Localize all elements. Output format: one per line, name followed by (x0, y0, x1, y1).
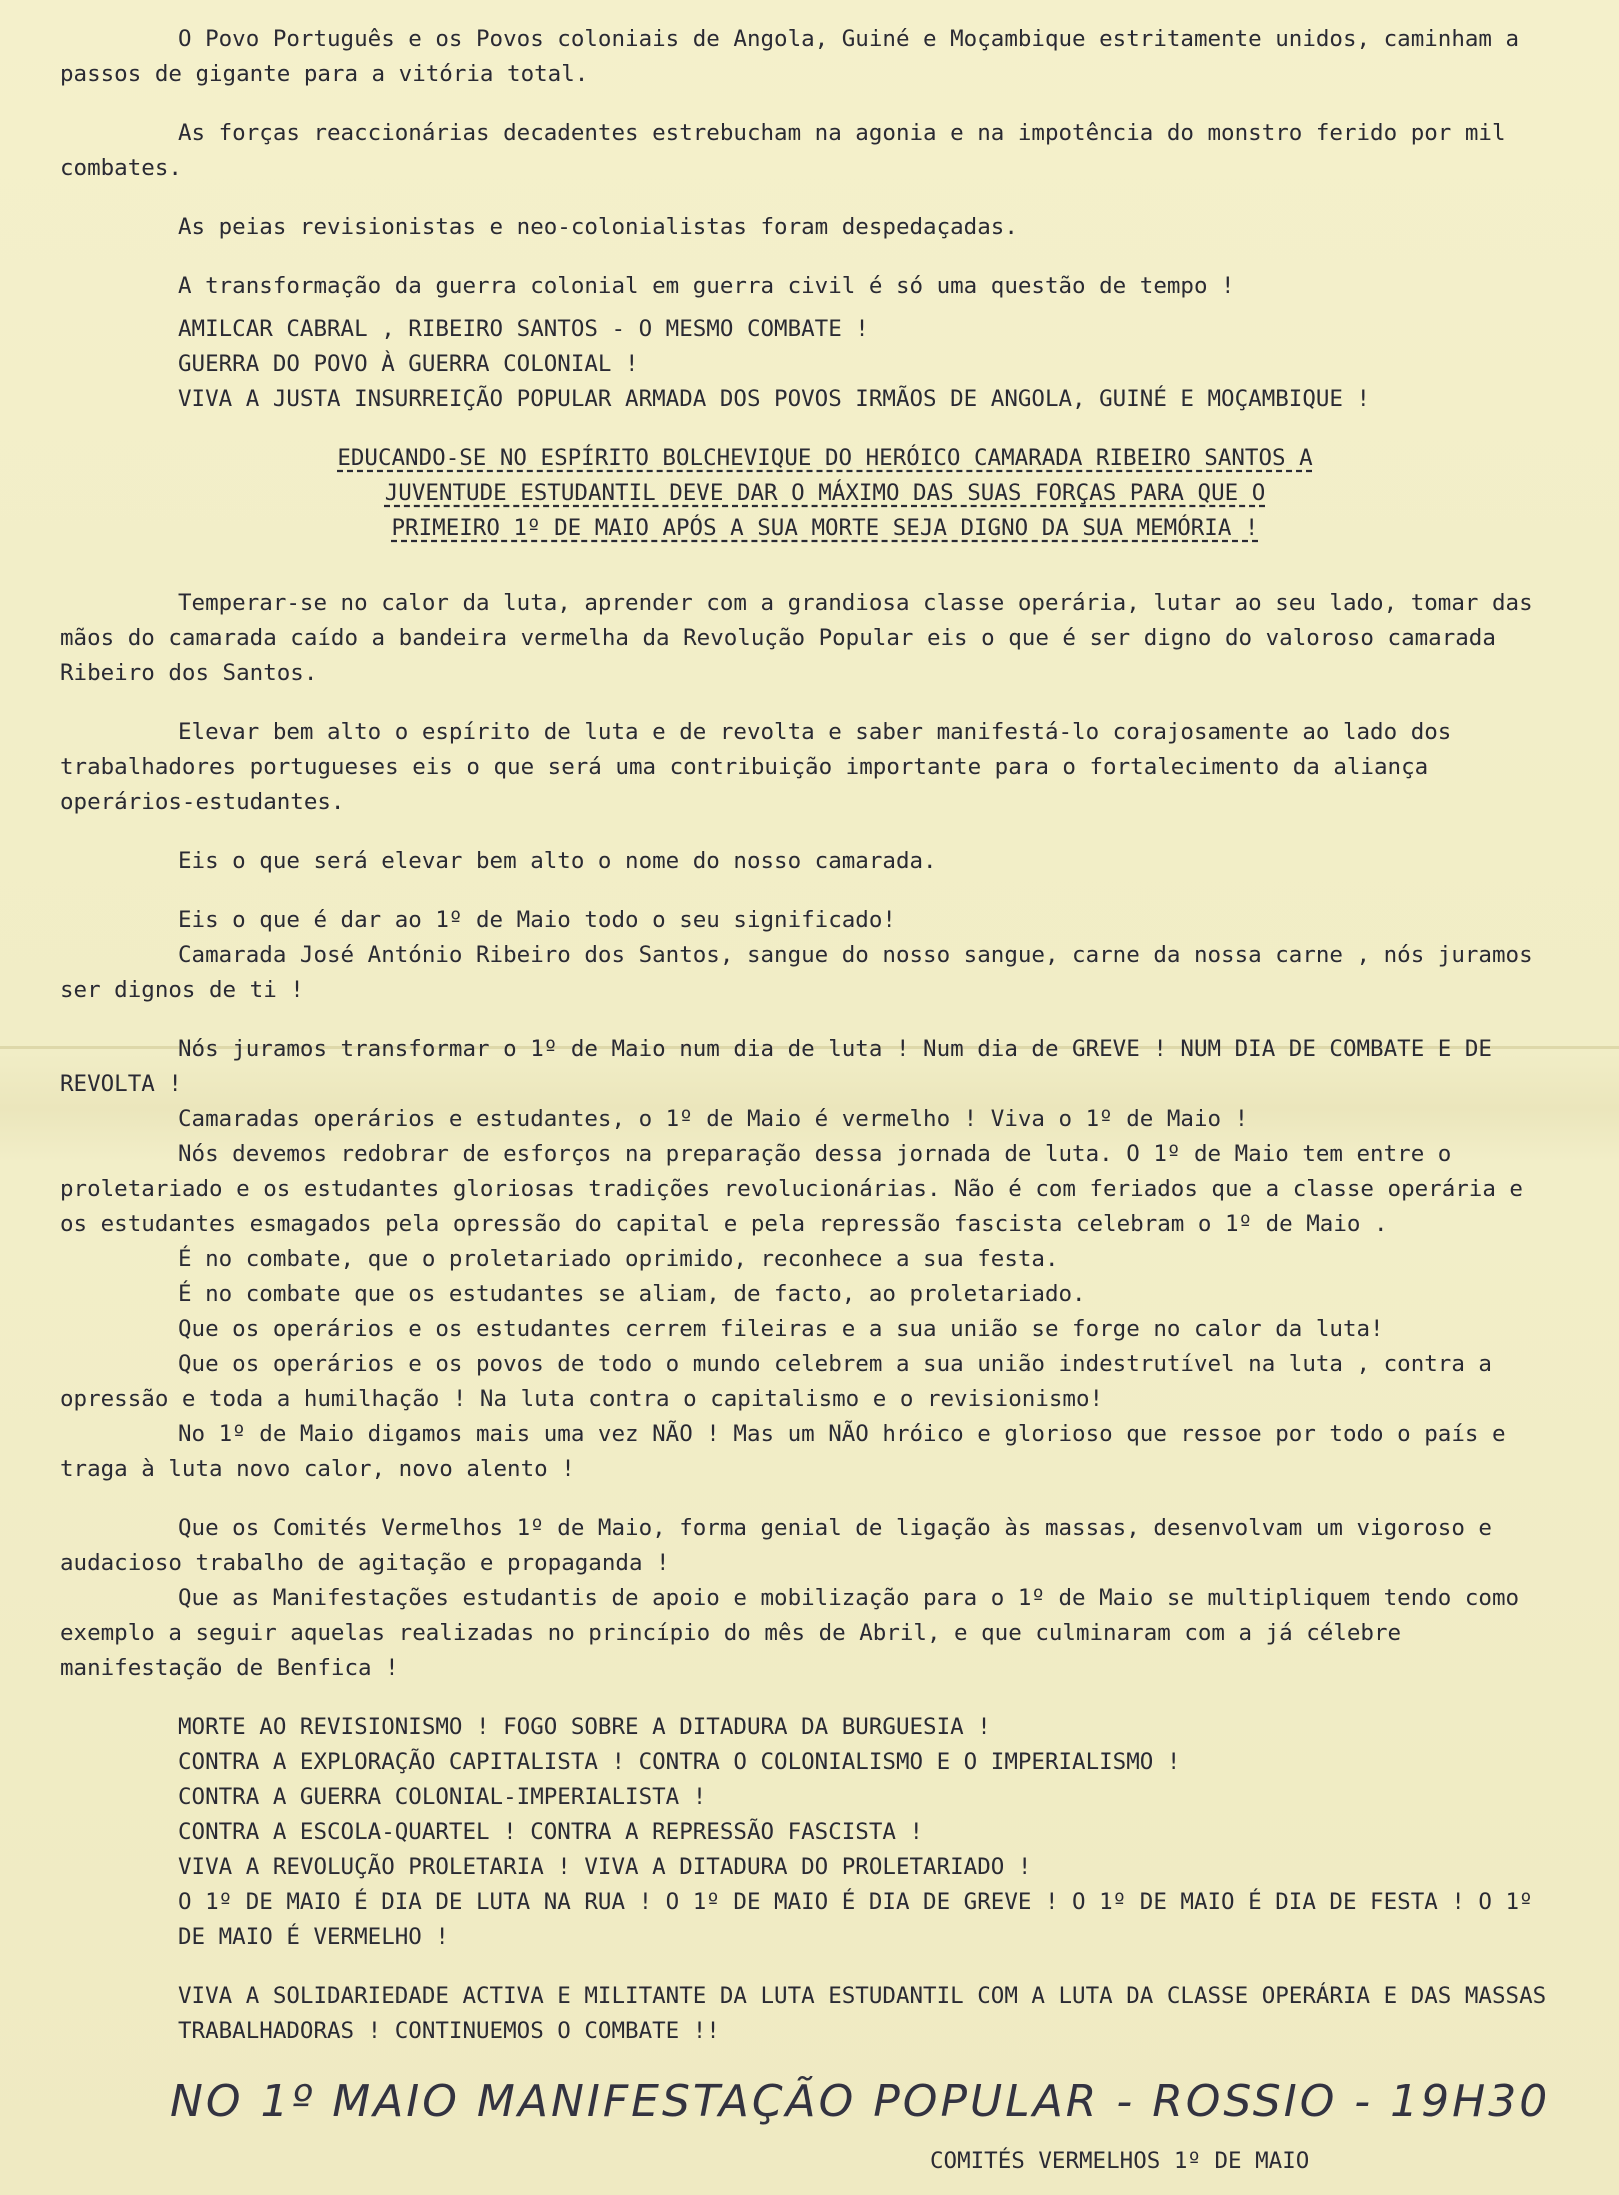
closing-slogan: VIVA A SOLIDARIEDADE ACTIVA E MILITANTE DA LUTA ESTUDANTIL COM A LUTA DA CLASSE OPERÁRIA E DAS MASSAS TRABALHADORAS ! CONTINUEMOS O COMBATE !! (178, 1983, 1547, 2044)
slogans-bottom (178, 1710, 1560, 1955)
line-students-ally: É no combate que os estudantes se aliam, de facto, ao proletariado. (178, 1281, 1086, 1307)
line-redouble-efforts: Nós devemos redobrar de esforços na preparação dessa jornada de luta. O 1º de Maio tem entre o proletariado e os estudantes gloriosas tradições revolucionárias. Não é com feriados que a classe operária e os estudantes esmagados pela opressão do capital e pela repressão fascista celebram o 1º de Maio . (60, 1141, 1537, 1237)
slogan-line: MORTE AO REVISIONISMO ! FOGO SOBRE A DITADURA DA BURGUESIA ! (178, 1714, 991, 1740)
line-strike-day: Nós juramos transformar o 1º de Maio num dia de luta ! Num dia de GREVE ! NUM DIA DE COMBATE E DE REVOLTA ! (60, 1036, 1506, 1097)
paragraph-reactionary-forces: As forças reaccionárias decadentes estrebucham na agonia e na impotência do monstro ferido por mil combates. (60, 120, 1520, 181)
line-oath: Camarada José António Ribeiro dos Santos, sangue do nosso sangue, carne da nossa carne , nós juramos ser dignos de ti ! (60, 942, 1547, 1003)
paragraph-raise-spirit: Elevar bem alto o espírito de luta e de revolta e saber manifestá-lo corajosamente ao lado dos trabalhadores portugueses eis o que será uma contribuição importante para o fortalecimento da aliança operários-estudantes. (60, 719, 1465, 815)
slogan-line: VIVA A JUSTA INSURREIÇÃO POPULAR ARMADA DOS POVOS IRMÃOS DE ANGOLA, GUINÉ E MOÇAMBIQUE ! (178, 386, 1371, 412)
slogan-line: CONTRA A ESCOLA-QUARTEL ! CONTRA A REPRESSÃO FASCISTA ! (178, 1819, 924, 1845)
slogan-line: CONTRA A EXPLORAÇÃO CAPITALISTA ! CONTRA O COLONIALISMO E O IMPERIALISMO ! (178, 1749, 1181, 1775)
paragraph-civil-war: A transformação da guerra colonial em guerra civil é só uma questão de tempo ! (178, 273, 1235, 299)
paragraph-temper-in-struggle: Temperar-se no calor da luta, aprender com a grandiosa classe operária, lutar ao seu lado, tomar das mãos do camarada caído a bandeira vermelha da Revolução Popular eis o que é ser digno do valoroso camarada Ribeiro dos Santos. (60, 590, 1547, 686)
signature: COMITÉS VERMELHOS 1º DE MAIO (930, 2148, 1310, 2174)
line-world-union: Que os operários e os povos de todo o mundo celebrem a sua união indestrutível na luta , contra a opressão e toda a humilhação ! Na luta contra o capitalismo e o revisionismo! (60, 1351, 1506, 1412)
slogan-line: O 1º DE MAIO É DIA DE LUTA NA RUA ! O 1º DE MAIO É DIA DE GREVE ! O 1º DE MAIO É DIA DE FESTA ! O 1º DE MAIO É VERMELHO ! (178, 1889, 1547, 1950)
line-proletariat-feast: É no combate, que o proletariado oprimido, reconhece a sua festa. (178, 1246, 1059, 1272)
leaflet-body (60, 22, 1560, 2065)
slogan-line: AMILCAR CABRAL , RIBEIRO SANTOS - O MESMO COMBATE ! (178, 316, 869, 342)
line-meaning: Eis o que é dar ao 1º de Maio todo o seu significado! (178, 907, 896, 933)
slogan-line: VIVA A REVOLUÇÃO PROLETARIA ! VIVA A DITADURA DO PROLETARIADO ! (178, 1854, 1032, 1880)
line-may-red: Camaradas operários e estudantes, o 1º de Maio é vermelho ! Viva o 1º de Maio ! (178, 1106, 1249, 1132)
line-close-ranks: Que os operários e os estudantes cerrem fileiras e a sua união se forge no calor da luta! (178, 1316, 1384, 1342)
paragraph-raise-name: Eis o que será elevar bem alto o nome do nosso camarada. (178, 848, 937, 874)
handwritten-rally-line: NO 1º MAIO MANIFESTAÇÃO POPULAR - ROSSIO - 19H30 (170, 2076, 1551, 2127)
line-demonstrations: Que as Manifestações estudantis de apoio e mobilização para o 1º de Maio se multipliquem tendo como exemplo a seguir aquelas realizadas no princípio do mês de Abril, e que culminaram com a já célebre manifestação de Benfica ! (60, 1585, 1533, 1681)
slogans-top (178, 312, 1560, 417)
line-red-committees: Que os Comités Vermelhos 1º de Maio, forma genial de ligação às massas, desenvolvam um vigoroso e audacioso trabalho de agitação e propaganda ! (60, 1515, 1506, 1576)
paragraph-revisionist-shackles: As peias revisionistas e neo-colonialistas foram despedaçadas. (178, 214, 1018, 240)
slogan-line: GUERRA DO POVO À GUERRA COLONIAL ! (178, 351, 639, 377)
slogan-line: CONTRA A GUERRA COLONIAL-IMPERIALISTA ! (178, 1784, 707, 1810)
boxed-heading: EDUCANDO-SE NO ESPÍRITO BOLCHEVIQUE DO HERÓICO CAMARADA RIBEIRO SANTOS A JUVENTUDE ESTUDANTIL DEVE DAR O MÁXIMO DAS SUAS FORÇAS PARA QUE O PRIMEIRO 1º DE MAIO APÓS A SUA MORTE SEJA DIGNO DA SUA MEMÓRIA ! (337, 445, 1313, 541)
line-say-no: No 1º de Maio digamos mais uma vez NÃO ! Mas um NÃO hróico e glorioso que ressoe por todo o país e traga à luta novo calor, novo alento ! (60, 1421, 1520, 1482)
paragraph-peoples-united: O Povo Português e os Povos coloniais de Angola, Guiné e Moçambique estritamente unidos, caminham a passos de gigante para a vitória total. (60, 26, 1533, 87)
